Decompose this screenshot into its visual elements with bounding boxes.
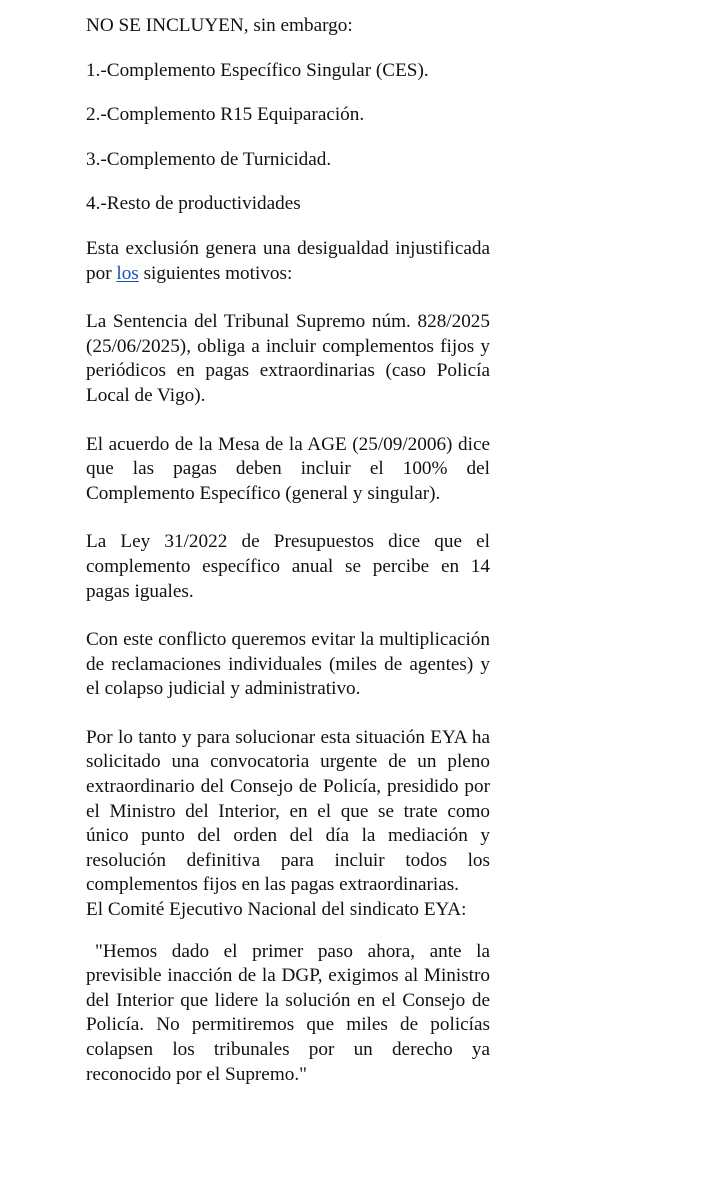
exclusion-item-1: 1.-Complemento Específico Singular (CES). <box>86 59 429 81</box>
paragraph-budget-law: La Ley 31/2022 de Presupuestos dice que el complemento específico anual se percibe en 14 pagas iguales. <box>86 531 490 602</box>
paragraph-supreme-court: La Sentencia del Tribunal Supremo núm. 828/2025 (25/06/2025), obliga a incluir complementos fijos y periódicos en pagas extraordinarias (caso Policía Local de Vigo). <box>86 311 490 406</box>
intro-line: NO SE INCLUYEN, sin embargo: <box>86 15 353 36</box>
committee-line: El Comité Ejecutivo Nacional del sindicato EYA: <box>86 899 467 921</box>
paragraph-conflict: Con este conflicto queremos evitar la multiplicación de reclamaciones individuales (miles de agentes) y el colapso judicial y administrativo. <box>86 629 490 700</box>
paragraph-age-agreement: El acuerdo de la Mesa de la AGE (25/09/2006) dice que las pagas deben incluir el 100% del Complemento Específico (general y singular). <box>86 433 490 504</box>
los-link[interactable]: los <box>116 262 139 284</box>
exclusion-item-3: 3.-Complemento de Turnicidad. <box>86 148 332 170</box>
exclusion-item-4: 4.-Resto de productividades <box>86 193 301 215</box>
paragraph-request: Por lo tanto y para solucionar esta situación EYA ha solicitado una convocatoria urgente de un pleno extraordinario del Consejo de Policía, presidido por el Ministro del Interior, en el que se trate como único punto del orden del día la mediación y resolución definitiva para incluir todos los complementos fijos en las pagas extraordinarias. <box>86 726 490 896</box>
committee-quote: "Hemos dado el primer paso ahora, ante la previsible inacción de la DGP, exigimos al Ministro del Interior que lidere la solución en el Consejo de Policía. No permitiremos que miles de policías colapsen los tribunales por un derecho ya reconocido por el Supremo." <box>86 940 490 1085</box>
exclusion-reason-text-end: siguientes motivos: <box>138 262 293 284</box>
document-body <box>86 14 490 1087</box>
exclusion-reason-text-start: Esta exclusión genera una desigualdad injustificada por <box>86 237 490 284</box>
exclusion-reason-paragraph <box>86 237 490 286</box>
exclusion-item-2: 2.-Complemento R15 Equiparación. <box>86 104 365 126</box>
